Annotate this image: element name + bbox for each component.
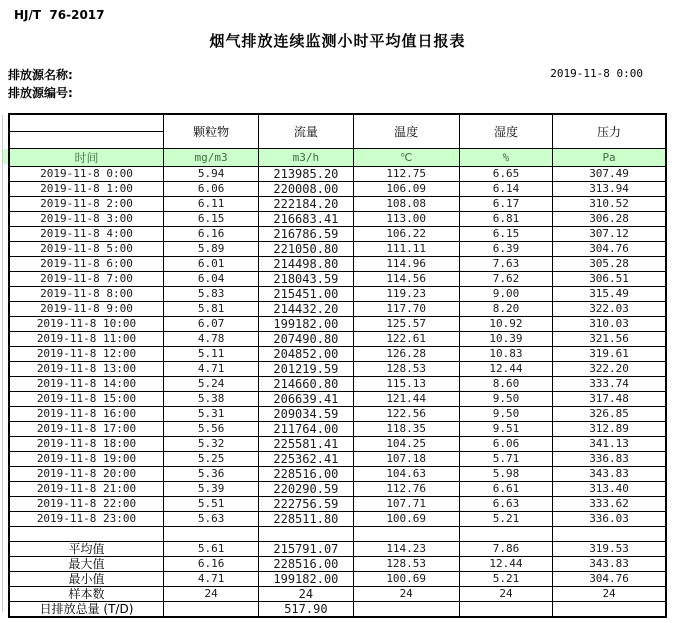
value-cell: 119.23 [353,286,459,301]
time-cell: 2019-11-8 13:00 [9,361,163,376]
table-row [9,226,666,241]
value-cell: 211764.00 [259,421,353,436]
value-cell: 322.20 [553,361,666,376]
value-cell: 336.03 [553,511,666,526]
time-cell: 2019-11-8 1:00 [9,181,163,196]
standard-code: HJ/T 76-2017 [14,8,105,22]
table-row [9,301,666,316]
value-cell: 111.11 [353,241,459,256]
value-cell: 122.61 [353,331,459,346]
time-cell: 2019-11-8 19:00 [9,451,163,466]
value-cell: 228511.80 [259,511,353,526]
value-cell: 122.56 [353,406,459,421]
summary-value-cell: 128.53 [353,556,459,571]
table-row [9,451,666,466]
report-datetime: 2019-11-8 0:00 [550,67,643,80]
summary-label: 日排放总量 (T/D) [9,601,163,617]
empty-cell [9,526,163,541]
value-cell: 107.71 [353,496,459,511]
value-cell: 5.32 [163,436,258,451]
value-cell: 6.16 [163,226,258,241]
value-cell: 225581.41 [259,436,353,451]
value-cell: 108.08 [353,196,459,211]
value-cell: 6.11 [163,196,258,211]
value-cell: 6.06 [459,436,552,451]
value-cell: 6.63 [459,496,552,511]
value-cell: 10.39 [459,331,552,346]
value-cell: 5.71 [459,451,552,466]
value-cell: 5.81 [163,301,258,316]
time-cell: 2019-11-8 5:00 [9,241,163,256]
value-cell: 310.52 [553,196,666,211]
value-cell: 322.03 [553,301,666,316]
summary-row [9,601,666,617]
summary-value-cell: 319.53 [553,541,666,556]
value-cell: 305.28 [553,256,666,271]
value-cell: 121.44 [353,391,459,406]
time-cell: 2019-11-8 0:00 [9,166,163,181]
table-row [9,361,666,376]
value-cell: 222756.59 [259,496,353,511]
summary-value-cell: 7.86 [459,541,552,556]
unit-cell-2: ℃ [353,148,459,166]
value-cell: 199182.00 [259,316,353,331]
value-cell: 5.31 [163,406,258,421]
table-row [9,196,666,211]
summary-value-cell: 199182.00 [259,571,353,586]
value-cell: 313.94 [553,181,666,196]
table-row [9,286,666,301]
value-cell: 9.50 [459,391,552,406]
value-cell: 7.62 [459,271,552,286]
time-cell: 2019-11-8 20:00 [9,466,163,481]
unit-cell-1: m3/h [259,148,353,166]
value-cell: 126.28 [353,346,459,361]
table-row [9,241,666,256]
value-cell: 118.35 [353,421,459,436]
value-cell: 6.65 [459,166,552,181]
summary-row [9,541,666,556]
value-cell: 8.60 [459,376,552,391]
time-cell: 2019-11-8 12:00 [9,346,163,361]
value-cell: 8.20 [459,301,552,316]
report-title: 烟气排放连续监测小时平均值日报表 [209,32,466,50]
value-cell: 112.75 [353,166,459,181]
time-cell: 2019-11-8 21:00 [9,481,163,496]
summary-value-cell: 100.69 [353,571,459,586]
value-cell: 213985.20 [259,166,353,181]
value-cell: 215451.00 [259,286,353,301]
value-cell: 5.89 [163,241,258,256]
column-header-0: 颗粒物 [163,114,258,148]
summary-row [9,586,666,601]
table-row [9,406,666,421]
table-row [9,256,666,271]
unit-cell-4: Pa [553,148,666,166]
value-cell: 6.17 [459,196,552,211]
time-cell: 2019-11-8 2:00 [9,196,163,211]
summary-value-cell [553,601,666,617]
value-cell: 5.24 [163,376,258,391]
value-cell: 4.71 [163,361,258,376]
time-cell: 2019-11-8 9:00 [9,301,163,316]
value-cell: 317.48 [553,391,666,406]
value-cell: 6.06 [163,181,258,196]
value-cell: 5.51 [163,496,258,511]
value-cell: 312.89 [553,421,666,436]
value-cell: 333.62 [553,496,666,511]
unit-cell-0: mg/m3 [163,148,258,166]
value-cell: 125.57 [353,316,459,331]
table-corner-top [9,114,163,131]
table-row [9,496,666,511]
value-cell: 341.13 [553,436,666,451]
value-cell: 307.49 [553,166,666,181]
summary-value-cell: 12.44 [459,556,552,571]
summary-value-cell: 114.23 [353,541,459,556]
value-cell: 214660.80 [259,376,353,391]
column-header-4: 压力 [553,114,666,148]
empty-cell [259,526,353,541]
value-cell: 221050.80 [259,241,353,256]
separator-row [9,526,666,541]
value-cell: 10.83 [459,346,552,361]
table-row [9,391,666,406]
time-cell: 2019-11-8 8:00 [9,286,163,301]
time-cell: 2019-11-8 18:00 [9,436,163,451]
value-cell: 114.96 [353,256,459,271]
value-cell: 7.63 [459,256,552,271]
value-cell: 315.49 [553,286,666,301]
summary-value-cell: 215791.07 [259,541,353,556]
summary-value-cell: 5.61 [163,541,258,556]
empty-cell [353,526,459,541]
column-header-3: 湿度 [459,114,552,148]
value-cell: 5.94 [163,166,258,181]
time-cell: 2019-11-8 4:00 [9,226,163,241]
table-corner-bottom [9,131,163,148]
value-cell: 306.51 [553,271,666,286]
empty-cell [553,526,666,541]
table-row [9,271,666,286]
value-cell: 225362.41 [259,451,353,466]
value-cell: 5.25 [163,451,258,466]
summary-value-cell: 4.71 [163,571,258,586]
value-cell: 343.83 [553,466,666,481]
value-cell: 10.92 [459,316,552,331]
summary-label: 最小值 [9,571,163,586]
value-cell: 12.44 [459,361,552,376]
summary-value-cell: 24 [553,586,666,601]
table-row [9,466,666,481]
value-cell: 5.11 [163,346,258,361]
value-cell: 115.13 [353,376,459,391]
unit-cell-3: % [459,148,552,166]
value-cell: 220290.59 [259,481,353,496]
value-cell: 6.01 [163,256,258,271]
value-cell: 117.70 [353,301,459,316]
table-row [9,481,666,496]
value-cell: 336.83 [553,451,666,466]
time-cell: 2019-11-8 23:00 [9,511,163,526]
value-cell: 6.61 [459,481,552,496]
time-cell: 2019-11-8 14:00 [9,376,163,391]
time-column-header: 时间 [9,148,163,166]
value-cell: 6.15 [163,211,258,226]
value-cell: 106.22 [353,226,459,241]
table-row [9,376,666,391]
value-cell: 5.98 [459,466,552,481]
value-cell: 5.21 [459,511,552,526]
value-cell: 313.40 [553,481,666,496]
time-cell: 2019-11-8 15:00 [9,391,163,406]
source-code-label: 排放源编号: [8,86,73,100]
value-cell: 333.74 [553,376,666,391]
value-cell: 5.83 [163,286,258,301]
summary-label: 平均值 [9,541,163,556]
time-cell: 2019-11-8 3:00 [9,211,163,226]
value-cell: 6.81 [459,211,552,226]
summary-value-cell: 24 [353,586,459,601]
summary-value-cell: 228516.00 [259,556,353,571]
value-cell: 4.78 [163,331,258,346]
summary-value-cell: 6.16 [163,556,258,571]
value-cell: 214498.80 [259,256,353,271]
table-row [9,181,666,196]
value-cell: 6.15 [459,226,552,241]
time-cell: 2019-11-8 16:00 [9,406,163,421]
value-cell: 107.18 [353,451,459,466]
value-cell: 6.04 [163,271,258,286]
value-cell: 310.03 [553,316,666,331]
value-cell: 5.56 [163,421,258,436]
value-cell: 113.00 [353,211,459,226]
value-cell: 201219.59 [259,361,353,376]
value-cell: 9.50 [459,406,552,421]
value-cell: 5.38 [163,391,258,406]
summary-value-cell: 24 [259,586,353,601]
summary-value-cell: 24 [163,586,258,601]
value-cell: 228516.00 [259,466,353,481]
empty-cell [163,526,258,541]
value-cell: 222184.20 [259,196,353,211]
value-cell: 9.51 [459,421,552,436]
value-cell: 128.53 [353,361,459,376]
value-cell: 6.07 [163,316,258,331]
value-cell: 216786.59 [259,226,353,241]
table-row [9,436,666,451]
time-cell: 2019-11-8 6:00 [9,256,163,271]
summary-value-cell [353,601,459,617]
value-cell: 319.61 [553,346,666,361]
empty-cell [459,526,552,541]
summary-value-cell: 343.83 [553,556,666,571]
summary-row [9,571,666,586]
source-name-label: 排放源名称: [8,68,73,82]
value-cell: 6.39 [459,241,552,256]
value-cell: 5.63 [163,511,258,526]
summary-label: 最大值 [9,556,163,571]
table-row [9,316,666,331]
value-cell: 214432.20 [259,301,353,316]
time-cell: 2019-11-8 7:00 [9,271,163,286]
value-cell: 209034.59 [259,406,353,421]
time-cell: 2019-11-8 10:00 [9,316,163,331]
value-cell: 207490.80 [259,331,353,346]
table-row [9,421,666,436]
time-cell: 2019-11-8 17:00 [9,421,163,436]
value-cell: 6.14 [459,181,552,196]
summary-value-cell: 24 [459,586,552,601]
value-cell: 306.28 [553,211,666,226]
table-row [9,166,666,181]
table-row [9,331,666,346]
value-cell: 218043.59 [259,271,353,286]
value-cell: 9.00 [459,286,552,301]
value-cell: 216683.41 [259,211,353,226]
time-cell: 2019-11-8 22:00 [9,496,163,511]
value-cell: 112.76 [353,481,459,496]
table-row [9,211,666,226]
value-cell: 114.56 [353,271,459,286]
value-cell: 104.63 [353,466,459,481]
column-header-1: 流量 [259,114,353,148]
value-cell: 100.69 [353,511,459,526]
value-cell: 321.56 [553,331,666,346]
hourly-average-table [8,113,667,618]
value-cell: 206639.41 [259,391,353,406]
summary-value-cell [163,601,258,617]
value-cell: 304.76 [553,241,666,256]
summary-row [9,556,666,571]
value-cell: 106.09 [353,181,459,196]
value-cell: 220008.00 [259,181,353,196]
page-edge-line [2,115,3,612]
value-cell: 5.36 [163,466,258,481]
column-header-2: 温度 [353,114,459,148]
value-cell: 5.39 [163,481,258,496]
value-cell: 307.12 [553,226,666,241]
summary-value-cell: 5.21 [459,571,552,586]
summary-value-cell: 517.90 [259,601,353,617]
table-row [9,511,666,526]
summary-value-cell: 304.76 [553,571,666,586]
value-cell: 104.25 [353,436,459,451]
table-row [9,346,666,361]
value-cell: 204852.00 [259,346,353,361]
time-cell: 2019-11-8 11:00 [9,331,163,346]
summary-value-cell [459,601,552,617]
value-cell: 326.85 [553,406,666,421]
summary-label: 样本数 [9,586,163,601]
